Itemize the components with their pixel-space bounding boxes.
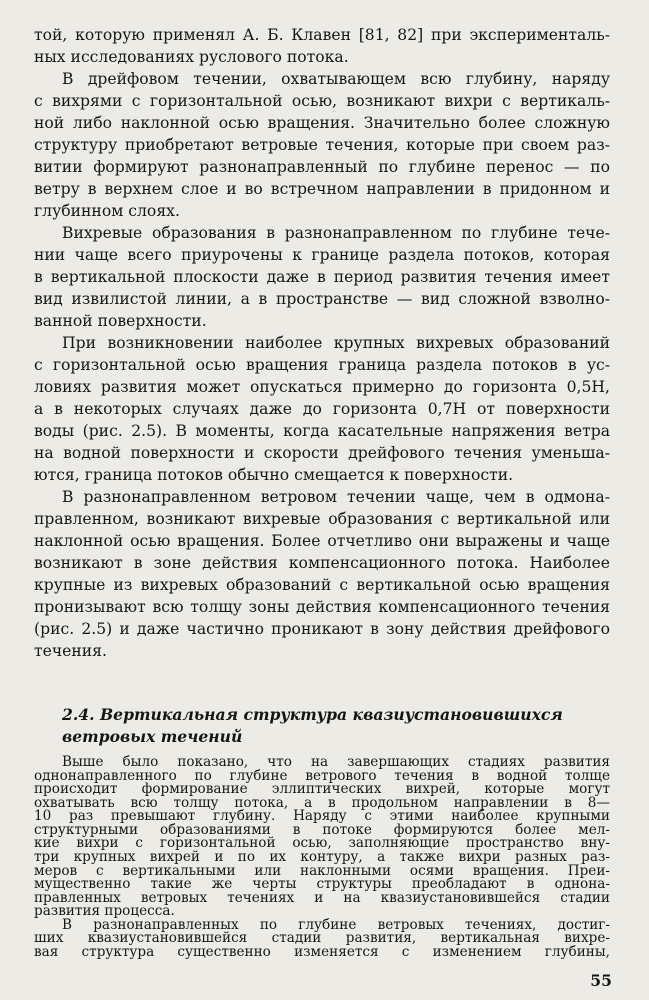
text-line: развития процесса. bbox=[34, 903, 175, 919]
text-line: ванной поверхности. bbox=[34, 312, 207, 330]
text-line: правленном, возникают вихревые образования с вертикальной или bbox=[34, 510, 610, 528]
text-line: вая структура существенно изменяется с изменением глубины, bbox=[34, 944, 610, 960]
text-line: возникают в зоне действия компенсационного потока. Наиболее bbox=[34, 554, 610, 572]
text-line: структурными образованиями в потоке формируются более мел- bbox=[34, 822, 610, 838]
text-line: кие вихри с горизонтальной осью, заполняющие пространство вну- bbox=[34, 835, 610, 851]
text-line: происходит формирование эллиптических вихрей, которые могут bbox=[34, 781, 610, 797]
section-heading: ветровых течений bbox=[62, 727, 243, 746]
text-line: в вертикальной плоскости даже в период развития течения имеет bbox=[34, 268, 610, 286]
text-line: Выше было показано, что на завершающих стадиях развития bbox=[62, 754, 610, 770]
text-line: ловиях развития может опускаться примерно до горизонта 0,5H, bbox=[34, 378, 610, 396]
text-line: с вихрями с горизонтальной осью, возникают вихри с вертикаль- bbox=[34, 92, 610, 110]
text-line: ших квазиустановившейся стадии развития, вертикальная вихре- bbox=[34, 930, 610, 946]
text-line: на водной поверхности и скорости дрейфового течения уменьша- bbox=[34, 444, 610, 462]
text-line: нии чаще всего приурочены к границе раздела потоков, которая bbox=[34, 246, 610, 264]
text-line: структуру приобретают ветровые течения, которые при своем раз- bbox=[34, 136, 610, 154]
text-line: В разнонаправленном ветровом течении чаще, чем в одмона- bbox=[62, 488, 610, 506]
text-line: мущественно такие же черты структуры преобладают в однона- bbox=[34, 876, 610, 892]
text-line: течения. bbox=[34, 642, 107, 660]
text-line: правленных ветровых течениях и на квазиустановившейся стадии bbox=[34, 890, 610, 906]
text-line: ются, граница потоков обычно смещается к поверхности. bbox=[34, 466, 514, 484]
text-line: с горизонтальной осью вращения граница раздела потоков в ус- bbox=[34, 356, 610, 374]
text-line: ной либо наклонной осью вращения. Значительно более сложную bbox=[34, 114, 610, 132]
text-line: ных исследованиях руслового потока. bbox=[34, 48, 349, 66]
text-line: охватывать всю толщу потока, а в продольном направлении в 8— bbox=[34, 795, 610, 811]
text-line: три крупных вихрей и по их контуру, а также вихри разных раз- bbox=[34, 849, 610, 865]
page-number: 55 bbox=[590, 971, 612, 990]
text-line: Вихревые образования в разнонаправленном по глубине тече- bbox=[62, 224, 610, 242]
text-line: глубинном слоях. bbox=[34, 202, 180, 220]
text-line: В дрейфовом течении, охватывающем всю глубину, наряду bbox=[62, 70, 610, 88]
text-line: крупные из вихревых образований с вертикальной осью вращения bbox=[34, 576, 610, 594]
section-heading: 2.4. Вертикальная структура квазиустановившихся bbox=[62, 705, 563, 724]
text-line: 10 раз превышают глубину. Наряду с этими наиболее крупными bbox=[34, 808, 610, 824]
text-line: той, которую применял А. Б. Клавен [81, 82] при эксперименталь- bbox=[34, 26, 610, 44]
text-line: воды (рис. 2.5). В моменты, когда касательные напряжения ветра bbox=[34, 422, 610, 440]
text-line: (рис. 2.5) и даже частично проникают в зону действия дрейфового bbox=[34, 620, 610, 638]
text-line: вид извилистой линии, а в пространстве — вид сложной взволно- bbox=[34, 290, 610, 308]
text-line: пронизывают всю толщу зоны действия компенсационного течения bbox=[34, 598, 610, 616]
text-line: наклонной осью вращения. Более отчетливо они выражены и чаще bbox=[34, 532, 610, 550]
text-line: а в некоторых случаях даже до горизонта 0,7H от поверхности bbox=[34, 400, 610, 418]
text-line: При возникновении наиболее крупных вихревых образований bbox=[62, 334, 610, 352]
text-line: витии формируют разнонаправленный по глубине перенос — по bbox=[34, 158, 610, 176]
text-line: однонаправленного по глубине ветрового течения в водной толще bbox=[34, 768, 610, 784]
text-line: меров с вертикальными или наклонными осями вращения. Преи- bbox=[34, 863, 610, 879]
text-line: В разнонаправленных по глубине ветровых течениях, достиг- bbox=[62, 917, 610, 933]
text-line: ветру в верхнем слое и во встречном направлении в придонном и bbox=[34, 180, 610, 198]
